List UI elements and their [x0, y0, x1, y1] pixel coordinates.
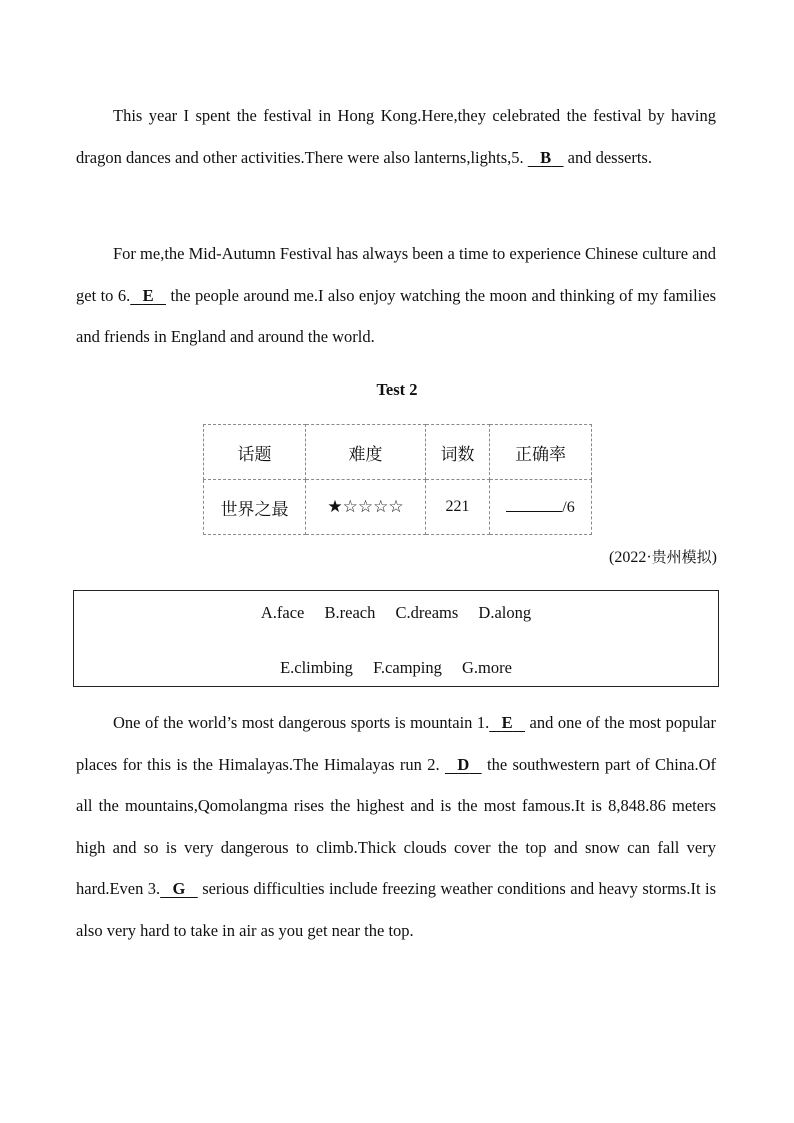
answer-blank-2: D: [457, 754, 470, 774]
answer-blank-3: G: [172, 879, 186, 898]
cell-accuracy: /6: [490, 480, 592, 535]
cell-difficulty-stars: ★☆☆☆☆: [306, 480, 426, 535]
paragraph-text: For me,the Mid-Autumn Festival has always been a time to experience Chinese culture and get to 6.: [76, 244, 716, 305]
word-option: C.dreams: [395, 603, 459, 622]
cell-word-count: 221: [426, 480, 490, 535]
paragraph-mountain-climbing: [76, 702, 716, 951]
word-bank-box: [73, 590, 719, 687]
word-bank-row-1: [74, 603, 718, 623]
header-accuracy: 正确率: [490, 425, 592, 480]
paragraph-text: and one of the most popular places for this is the Himalayas.The Himalayas run 2.: [76, 713, 716, 774]
word-option: G.more: [461, 658, 512, 677]
test-title: Test 2: [376, 380, 418, 399]
answer-blank-1: E: [501, 713, 513, 732]
word-option: A.face: [260, 603, 305, 622]
paragraph-text: This year I spent the festival in Hong Kong.Here,they celebrated the festival by having dragon dances and other activities.There were also lanterns,lights,5.: [76, 106, 716, 167]
word-option: D.along: [478, 603, 532, 622]
paragraph-text: serious difficulties include freezing weather conditions and heavy storms.It is also very hard to take in air as you get near the top.: [76, 879, 716, 940]
word-bank-row-2: [74, 658, 718, 678]
answer-blank-5: B: [540, 147, 552, 167]
word-option: B.reach: [324, 603, 376, 622]
paragraph-text: One of the world’s most dangerous sports is mountain 1.: [113, 713, 490, 732]
cell-topic: 世界之最: [204, 480, 306, 535]
header-word-count: 词数: [426, 425, 490, 480]
paragraph-text: the southwestern part of China.Of all the mountains,Qomolangma rises the highest and is the most famous.It is 8,848.86 meters high and so is very dangerous to climb.Thick clouds cover the top and snow can fall very hard.Even 3.: [76, 754, 716, 898]
answer-blank-6: E: [142, 285, 154, 305]
paragraph-text: and desserts.: [567, 147, 652, 167]
word-option: F.camping: [373, 658, 442, 677]
word-option: E.climbing: [280, 658, 353, 677]
accuracy-blank: [506, 497, 562, 512]
table-header-row: [204, 425, 592, 480]
table-row: [204, 480, 592, 535]
paragraph-text: the people around me.I also enjoy watching the moon and thinking of my families and friends in England and around the world.: [76, 285, 717, 346]
source-note: (2022·贵州模拟): [609, 548, 717, 566]
paragraph-mid-autumn: [76, 233, 716, 358]
header-difficulty: 难度: [306, 425, 426, 480]
header-topic: 话题: [204, 425, 306, 480]
test-info-table: [203, 424, 592, 535]
paragraph-festival-hong-kong: [76, 95, 716, 178]
